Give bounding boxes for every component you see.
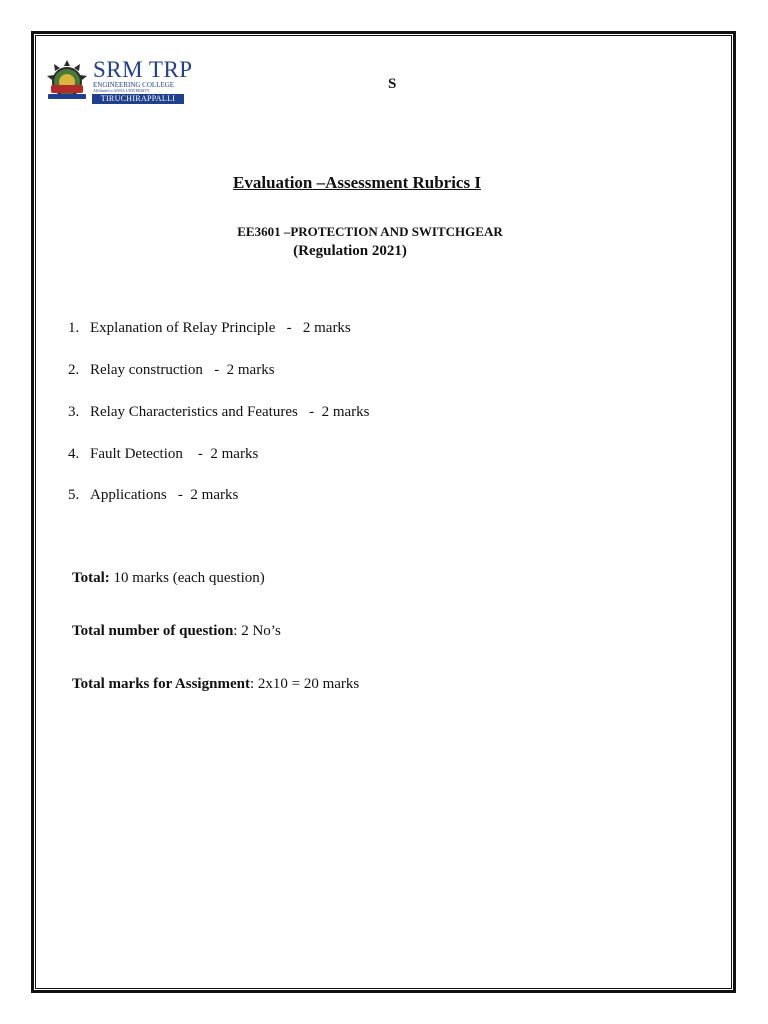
rubric-item — [68, 487, 238, 504]
logo-title: SRM TRP — [93, 57, 193, 82]
logo-city-banner: TIRUCHIRAPPALLI — [92, 94, 184, 104]
college-emblem-icon — [44, 58, 90, 104]
rubric-item — [68, 404, 370, 421]
summary-question-count-value: : 2 No’s — [233, 623, 281, 639]
summary-question-count-label: Total number of question — [72, 623, 234, 639]
course-code: EE3601 –PROTECTION AND SWITCHGEAR — [237, 224, 503, 239]
rubric-item-text: Explanation of Relay Principle - 2 marks — [90, 320, 351, 336]
summary-assignment-marks — [72, 676, 359, 693]
document-title: Evaluation –Assessment Rubrics I — [233, 173, 481, 192]
summary-total — [72, 570, 265, 587]
rubric-item-number: 3. — [68, 404, 80, 420]
rubric-item-text: Fault Detection - 2 marks — [90, 446, 259, 462]
rubric-item — [68, 362, 275, 379]
header-letter: S — [388, 76, 397, 92]
rubric-item-number: 4. — [68, 446, 80, 462]
summary-total-label: Total: — [72, 570, 110, 586]
summary-assignment-marks-value: : 2x10 = 20 marks — [249, 676, 360, 692]
college-logo — [44, 57, 193, 104]
logo-affiliation: Affiliated to ANNA UNIVERSITY — [93, 88, 150, 93]
logo-subtitle: ENGINEERING COLLEGE — [93, 81, 175, 89]
summary-total-value: 10 marks (each question) — [109, 570, 265, 586]
rubric-item-text: Applications - 2 marks — [90, 487, 239, 503]
rubric-item — [68, 320, 351, 337]
regulation: (Regulation 2021) — [293, 243, 407, 259]
rubric-item-text: Relay construction - 2 marks — [90, 362, 275, 378]
rubric-item-number: 2. — [68, 362, 80, 378]
summary-assignment-marks-label: Total marks for Assignment — [72, 676, 250, 692]
rubric-item-number: 5. — [68, 487, 80, 503]
rubric-item-number: 1. — [68, 320, 80, 336]
rubric-item-text: Relay Characteristics and Features - 2 marks — [90, 404, 370, 420]
rubric-item — [68, 446, 258, 463]
summary-question-count — [72, 623, 281, 640]
